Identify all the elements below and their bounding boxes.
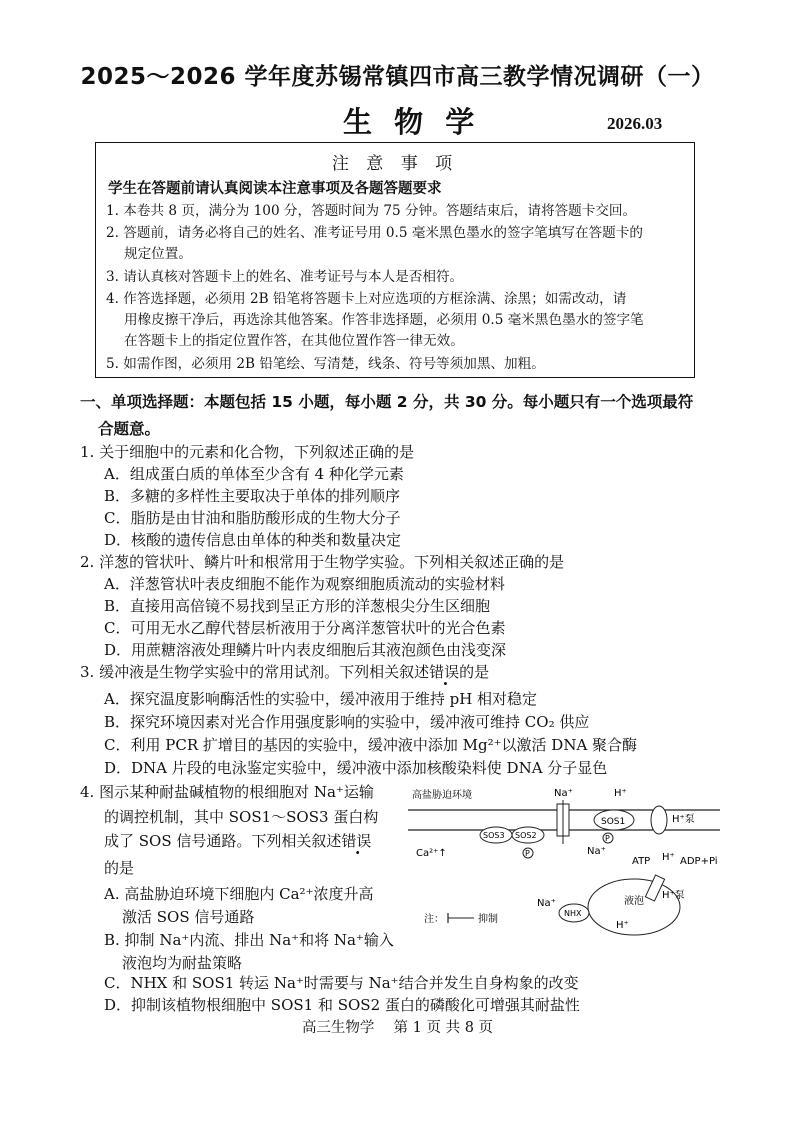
na-in-label: Na⁺ [587, 846, 606, 857]
adp-label: ADP+Pi [680, 856, 718, 867]
question-2-option-d: D．用蔗糖溶液处理鳞片叶内表皮细胞后其液泡颜色由浅变深 [104, 641, 507, 659]
question-3-option-b: B．探究环境因素对光合作用强度影响的实验中，缓冲液可维持 CO₂ 供应 [104, 713, 590, 731]
question-2-option-c: C．可用无水乙醇代替层析液用于分离洋葱管状叶的光合色素 [104, 619, 506, 637]
question-1-option-b: B．多糖的多样性主要取决于单体的排列顺序 [104, 487, 401, 505]
question-2-stem: 2. 洋葱的管状叶、鳞片叶和根常用于生物学实验。下列相关叙述正确的是 [80, 553, 565, 571]
question-3-option-a: A．探究温度影响酶活性的实验中，缓冲液用于维持 pH 相对稳定 [104, 690, 538, 708]
notice-subtitle: 学生在答题前请认真阅读本注意事项及各题答题要求 [108, 181, 442, 197]
question-3-option-c: C．利用 PCR 扩增目的基因的实验中，缓冲液中添加 Mg²⁺以激活 DNA 聚合酶 [104, 736, 638, 754]
nhx-label: NHX [564, 909, 582, 918]
question-1-option-c: C．脂肪是由甘油和脂肪酸形成的生物大分子 [104, 509, 401, 527]
notice-item: 3. 请认真核对答题卡上的姓名、准考证号与本人是否相符。 [106, 269, 464, 285]
question-4-stem-line3: 成了 SOS 信号通路。下列相关叙述错误 [104, 832, 372, 850]
h-pump-label: H⁺泵 [672, 814, 695, 825]
sos2-label: SOS2 [515, 831, 537, 840]
question-1-option-d: D．核酸的遗传信息由单体的种类和数量决定 [104, 531, 402, 549]
notice-item: 1. 本卷共 8 页，满分为 100 分，答题时间为 75 分钟。答题结束后，请将答题卡交回。 [106, 203, 637, 219]
legend-inhibit-label: 抑制 [478, 914, 498, 925]
exam-date: 2026.03 [607, 114, 663, 133]
emphasis-wrong: 错误 [341, 832, 372, 850]
legend-label: 注： [424, 914, 444, 925]
notice-item: 2. 答题前，请务必将自己的姓名、准考证号用 0.5 毫米黑色墨水的签字笔填写在答题卡的 规定位置。 [106, 225, 643, 262]
question-4-option-b-cont: 液泡均为耐盐策略 [122, 954, 243, 972]
question-4-option-a: A. 高盐胁迫环境下细胞内 Ca²⁺浓度升高 [104, 885, 374, 903]
question-4-stem-line1: 4. 图示某种耐盐碱植物的根细胞对 Na⁺运输 [80, 783, 374, 801]
sos3-label: SOS3 [483, 831, 505, 840]
sos-pathway-diagram [404, 782, 724, 942]
atp-label: ATP [632, 856, 651, 867]
question-4-stem-line2: 的调控机制，其中 SOS1～SOS3 蛋白构 [104, 808, 379, 826]
section-heading: 一、单项选择题：本题包括 15 小题，每小题 2 分，共 30 分。每小题只有一个选项最符 合题意。 [80, 393, 694, 438]
sos1-phospho-label: P [605, 834, 610, 843]
h-pump [651, 806, 667, 834]
question-4-option-c: C．NHX 和 SOS1 转运 Na⁺时需要与 Na⁺结合并发生自身构象的改变 [104, 974, 579, 992]
question-4-option-b: B. 抑制 Na⁺内流、排出 Na⁺和将 Na⁺输入 [104, 931, 394, 949]
notice-item: 5. 如需作图，必须用 2B 铅笔绘、写清楚，线条、符号等须加黑、加粗。 [106, 356, 545, 372]
vacuole [588, 879, 680, 935]
question-2-option-a: A．洋葱管状叶表皮细胞不能作为观察细胞质流动的实验材料 [104, 575, 505, 593]
na-vac-label: Na⁺ [537, 898, 556, 909]
phospho-label: P [525, 849, 530, 858]
h-vac-label: H⁺ [616, 920, 629, 931]
question-1-stem: 1. 关于细胞中的元素和化合物，下列叙述正确的是 [80, 443, 415, 461]
question-3-stem: 3. 缓冲液是生物学实验中的常用试剂。下列相关叙述错误的是 [80, 663, 490, 681]
h-pump2-label: H⁺泵 [662, 890, 685, 901]
subject-title: 生 物 学 [343, 105, 481, 139]
question-2-option-b: B．直接用高倍镜不易找到呈正方形的洋葱根尖分生区细胞 [104, 597, 491, 615]
na-top-label: Na⁺ [554, 788, 573, 799]
question-4-option-a-cont: 激活 SOS 信号通路 [122, 908, 255, 926]
notice-item: 4. 作答选择题，必须用 2B 铅笔将答题卡上对应选项的方框涂满、涂黑；如需改动，请 用橡皮擦干净后，再选涂其他答案。作答非选择题，必须用 0.5 毫米黑色墨水的签字笔 在答题卡上的指定位置作答，在其他位置作答一律无效。 [106, 291, 644, 349]
notice-box [95, 142, 695, 378]
h-mid-label: H⁺ [662, 852, 675, 863]
exam-title: 2025～2026 学年度苏锡常镇四市高三教学情况调研（一） [80, 64, 715, 90]
env-label: 高盐胁迫环境 [412, 790, 472, 801]
question-3-option-d: D．DNA 片段的电泳鉴定实验中，缓冲液中添加核酸染料使 DNA 分子显色 [104, 759, 608, 777]
question-4-stem-line4: 的是 [104, 859, 135, 877]
emphasis-wrong: 错误 [429, 663, 460, 681]
vacuole-label: 液泡 [624, 896, 644, 907]
h-top-label: H⁺ [614, 788, 627, 799]
sos1-label: SOS1 [601, 817, 626, 827]
question-1-option-a: A．组成蛋白质的单体至少含有 4 种化学元素 [104, 465, 404, 483]
page-footer: 高三生物学 第 1 页 共 8 页 [301, 1020, 494, 1036]
question-4-option-d: D．抑制该植物根细胞中 SOS1 和 SOS2 蛋白的磷酸化可增强其耐盐性 [104, 996, 580, 1014]
ca-label: Ca²⁺↑ [416, 848, 447, 859]
notice-title: 注 意 事 项 [331, 154, 459, 174]
